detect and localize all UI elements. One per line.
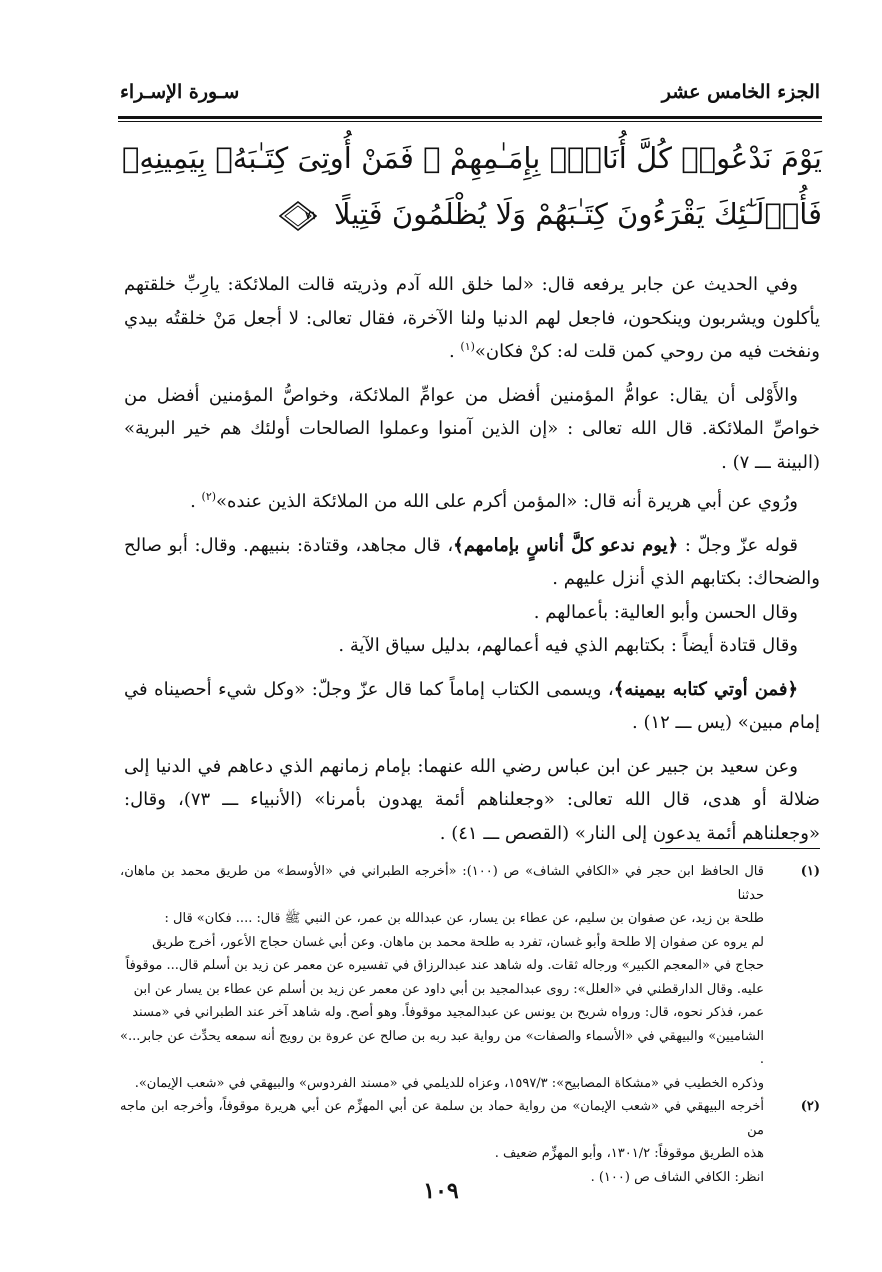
quran-verse (122, 130, 822, 242)
footnote-rule (660, 848, 820, 849)
footnote-text: أخرجه البيهقي في «شعب الإيمان» من رواية حماد بن سلمة عن أبي المهزِّم عن أبي هريرة موقوفاً، وأخرجه ابن ماجه من هذه الطريق موقوفاً: ١٣٠١/٢، وأبو المهزِّم ضعيف . انظر: الكافي الشاف ص (١٠٠) . (120, 1099, 764, 1185)
paragraph: وفي الحديث عن جابر يرفعه قال: «لما خلق الله آدم وذريته قالت الملائكة: يارِبِّ خلقتهم يأكلون ويشربون وينكحون، فاجعل لهم الدنيا ولنا الآخرة، فقال تعالى: لا أجعل مَنْ خلقتُه بيدي ونفخت فيه من روحي كمن قلت له: كنْ فكان»$^{(١)}$ . (124, 274, 820, 362)
footnote-2 (120, 1095, 820, 1189)
footnotes (120, 860, 820, 1189)
paragraph: ورُوي عن أبي هريرة أنه قال: «المؤمن أكرم على الله من الملائكة الذين عنده»$^{(٢)}$ . (190, 490, 798, 512)
footnote-ref-1[interactable]: (١) (460, 340, 475, 353)
part-title: الجزء الخامس عشر (661, 81, 820, 103)
header-rule (118, 116, 822, 122)
footnote-text: قال الحافظ ابن حجر في «الكافي الشاف» ص (١٠٠): «أخرجه الطبراني في «الأوسط» من طريق محمد بن ماهان، حدثنا طلحة بن زيد، عن صفوان بن سليم، عن عطاء بن يسار، عن عبدالله بن عمر، عن النبي ﷺ قال: .... فكان» قال : لم يروه عن صفوان إلا طلحة وأبو غسان، تفرد به طلحة محمد بن ماهان. وعن أبي غسان حجاج الأعور، أخرج طريق حجاج في «المعجم الكبير» ورجاله ثقات. وله شاهد عند عبدالرزاق في تفسيره عن معمر عن زيد بن أسلم قال... موقوفاً عليه. وقال الدارقطني في «العلل»: روى عبدالمجيد بن أبي داود عن معمر عن زيد بن أسلم عن عطاء بن يسار عن ابن عمر، فذكر نحوه، قال: ورواه شريح بن يونس عن عبدالمجيد موقوفاً. وهو أصح. وله شاهد آخر عند الطبراني في «مسند الشاميين» والبيهقي في «الأسماء والصفات» من رواية عبد ربه بن صالح عن عروة بن رويج أنه سمعه يحدِّث عن جابر...» . وذكره الخطيب في «مشكاة المصابيح»: ١٥٩٧/٣، وعزاه للديلمي في «مسند الفردوس» والبيهقي في «شعب الإيمان». (120, 864, 764, 1091)
footnote-1 (120, 860, 820, 1095)
footnote-number: (١) (800, 864, 820, 879)
verse-number: ٧١ (304, 209, 317, 222)
paragraph: ﴿فمن أوتي كتابه بيمينه﴾، ويسمى الكتاب إماماً كما قال عزّ وجلّ: «وكل شيء أحصيناه في إمام مبين» (يس ـــ ١٢) . (124, 678, 820, 733)
paragraph: وعن سعيد بن جبير عن ابن عباس رضي الله عنهما: بإمام زمانهم الذي دعاهم في الدنيا إلى ضلالة أو هدى، قال الله تعالى: «وجعلناهم أئمة يهدون بأمرنا» (الأنبياء ـــ ٧٣)، وقال: «وجعلناهم أئمة يدعون إلى النار» (القصص ـــ ٤١) . (124, 755, 820, 844)
verse-text: يَوْمَ نَدْعُوا۟ كُلَّ أُنَاسٍۭ بِإِمَـٰمِهِمْ ۖ فَمَنْ أُوتِىَ كِتَـٰبَهُۥ بِيَمِينِهِۦ فَأُو۟لَـٰٓئِكَ يَقْرَءُونَ كِتَـٰبَهُمْ وَلَا يُظْلَمُونَ فَتِيلًا (122, 141, 822, 231)
commentary-body (124, 268, 820, 856)
footnote-ref-2[interactable]: (٢) (201, 490, 217, 503)
footnote-number: (٢) (800, 1099, 820, 1114)
verse-quote: ﴿يوم ندعو كلَّ أناسٍ بإمامهم﴾ (453, 534, 679, 556)
paragraph: وقال الحسن وأبو العالية: بأعمالهم . (533, 601, 798, 623)
surah-title: سـورة الإسـراء (120, 81, 240, 103)
page-number: ١٠٩ (423, 1178, 459, 1204)
verse-end-ornament-icon (279, 201, 317, 231)
paragraph: قوله عزّ وجلّ : ﴿يوم ندعو كلَّ أناسٍ بإمامهم﴾، قال مجاهد، وقتادة: بنبيهم. وقال: أبو صالح والضحاك: بكتابهم الذي أنزل عليهم . (124, 534, 820, 589)
verse-quote: ﴿فمن أوتي كتابه بيمينه﴾ (613, 678, 798, 700)
paragraph: والأَوْلى أن يقال: عوامُّ المؤمنين أفضل من عوامِّ الملائكة، وخواصُّ المؤمنين أفضل من خواصِّ الملائكة. قال الله تعالى : «إن الذين آمنوا وعملوا الصالحات أولئك هم خير البرية» (البينة ـــ ٧) . (124, 384, 820, 473)
paragraph: وقال قتادة أيضاً : بكتابهم الذي فيه أعمالهم، بدليل سياق الآية . (338, 635, 798, 656)
running-header (120, 74, 820, 110)
